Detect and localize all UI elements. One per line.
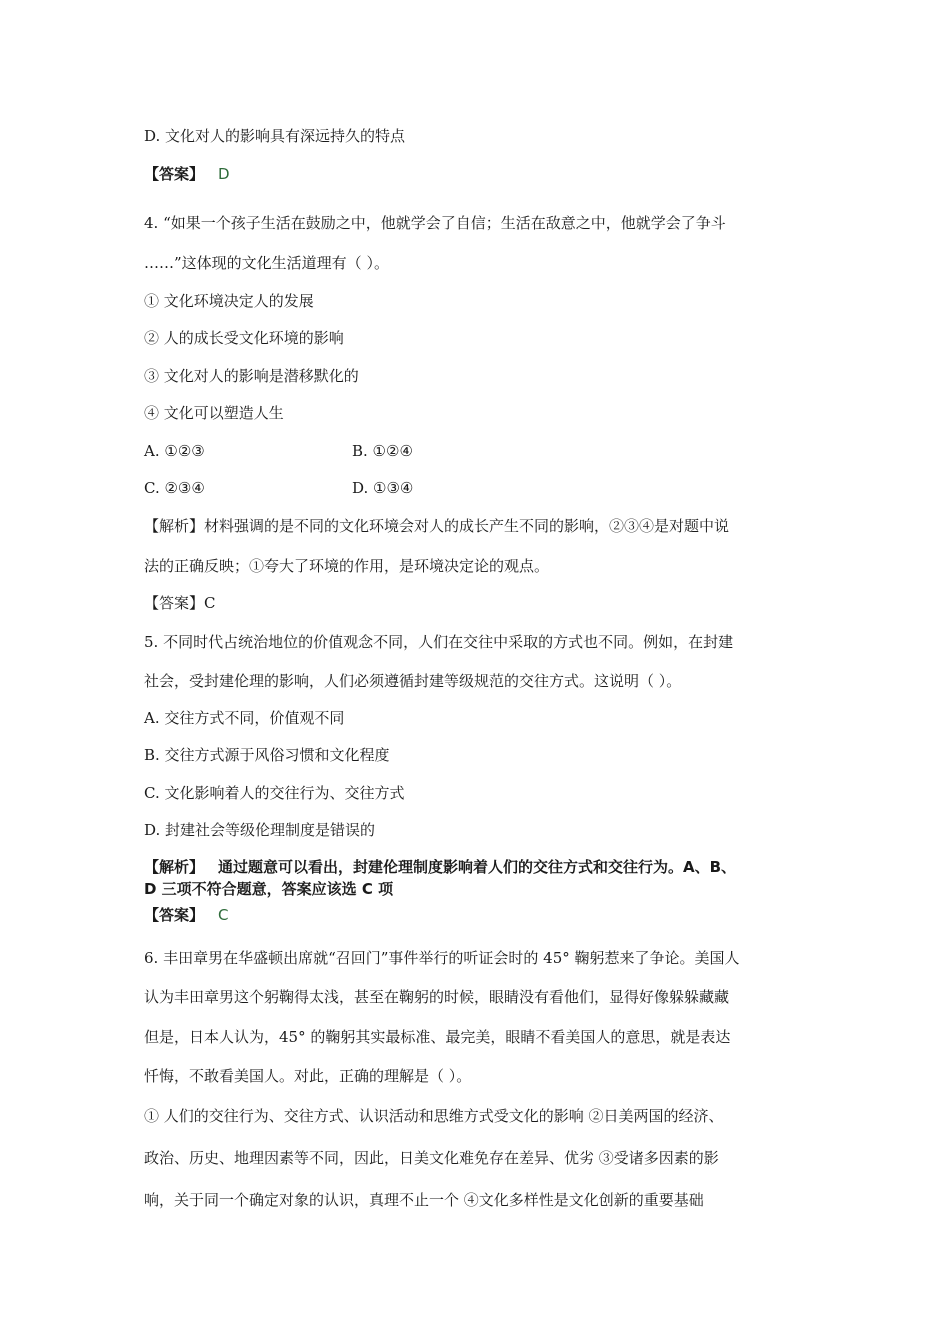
q5-stem-line2: 社会，受封建伦理的影响，人们必须遵循封建等级规范的交往方式。这说明（ ）。 <box>144 672 682 690</box>
q4-explanation-line1 <box>144 516 729 536</box>
explanation-label: 【解析】 <box>144 858 205 876</box>
answer-value: D <box>218 165 230 183</box>
q4-answer <box>144 593 216 613</box>
answer-label: 【答案】 <box>144 594 205 612</box>
q5-option-a: A. 交往方式不同，价值观不同 <box>144 709 345 727</box>
q5-option-d: D. 封建社会等级伦理制度是错误的 <box>144 821 376 839</box>
q4-item-4: ④ 文化可以塑造人生 <box>144 404 284 422</box>
explanation-text: 通过题意可以看出，封建伦理制度影响着人们的交往方式和交往行为。A、B、 <box>218 858 737 876</box>
q4-option-c: C. ②③④ <box>144 479 205 497</box>
q6-items-line1: ① 人们的交往行为、交往方式、认识活动和思维方式受文化的影响 ②日美两国的经济、 <box>144 1107 724 1125</box>
q6-stem-line4: 忏悔，不敢看美国人。对此，正确的理解是（ ）。 <box>144 1067 472 1085</box>
answer-value: C <box>204 594 216 612</box>
q5-option-c: C. 文化影响着人的交往行为、交往方式 <box>144 784 405 802</box>
q5-option-b: B. 交往方式源于风俗习惯和文化程度 <box>144 746 390 764</box>
q6-items-line3: 响，关于同一个确定对象的认识，真理不止一个 ④文化多样性是文化创新的重要基础 <box>144 1191 704 1209</box>
q4-item-3: ③ 文化对人的影响是潜移默化的 <box>144 367 359 385</box>
q5-explanation-line2: D 三项不符合题意，答案应该选 C 项 <box>144 880 394 898</box>
q4-option-a: A. ①②③ <box>144 442 205 460</box>
q3-answer <box>144 164 230 184</box>
q5-answer <box>144 905 229 925</box>
q6-items-line2: 政治、历史、地理因素等不同，因此，日美文化难免存在差异、优劣 ③受诸多因素的影 <box>144 1149 719 1167</box>
q6-stem-line3: 但是，日本人认为，45° 的鞠躬其实最标准、最完美，眼睛不看美国人的意思，就是表达 <box>144 1028 731 1046</box>
q6-stem-line2: 认为丰田章男这个躬鞠得太浅，甚至在鞠躬的时候，眼睛没有看他们，显得好像躲躲藏藏 <box>144 988 730 1006</box>
q5-explanation-line1 <box>144 858 736 877</box>
q3-option-d: D. 文化对人的影响具有深远持久的特点 <box>144 127 406 145</box>
q4-explanation-line2: 法的正确反映；①夸大了环境的作用，是环境决定论的观点。 <box>144 557 550 575</box>
q4-stem-line1: 4. “如果一个孩子生活在鼓励之中，他就学会了自信；生活在敌意之中，他就学会了争斗 <box>144 214 726 232</box>
answer-label: 【答案】 <box>144 906 205 924</box>
q6-stem-line1: 6. 丰田章男在华盛顿出席就“召回门”事件举行的听证会时的 45° 鞠躬惹来了争论。美国人 <box>144 949 740 967</box>
explanation-label: 【解析】 <box>144 517 205 535</box>
q4-item-2: ② 人的成长受文化环境的影响 <box>144 329 344 347</box>
answer-value: C <box>218 906 229 924</box>
q4-item-1: ① 文化环境决定人的发展 <box>144 292 314 310</box>
q5-stem-line1: 5. 不同时代占统治地位的价值观念不同，人们在交往中采取的方式也不同。例如，在封建 <box>144 633 734 651</box>
q4-stem-line2: ……”这体现的文化生活道理有（ ）。 <box>144 254 389 272</box>
q4-option-b: B. ①②④ <box>352 442 413 460</box>
q4-option-d: D. ①③④ <box>352 479 414 497</box>
explanation-text: 材料强调的是不同的文化环境会对人的成长产生不同的影响，②③④是对题中说 <box>204 517 730 535</box>
answer-label: 【答案】 <box>144 165 205 183</box>
